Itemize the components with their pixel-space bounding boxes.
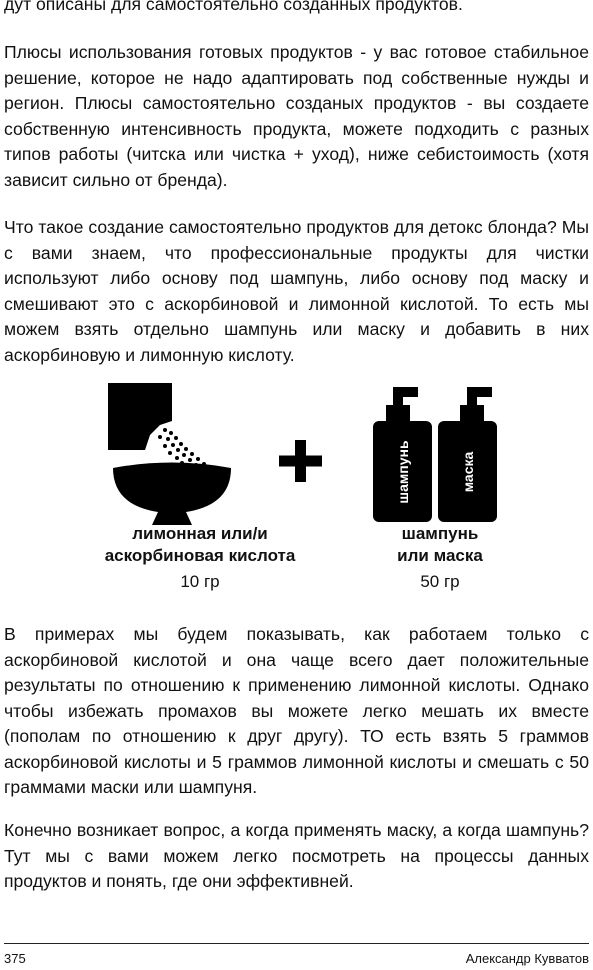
acid-caption: [80, 523, 320, 593]
footer-divider: [4, 943, 589, 944]
mixing-illustration: [0, 375, 593, 600]
bottles-icon: [373, 387, 497, 522]
plus-icon: [279, 440, 322, 482]
mask-bottle-label: маска: [460, 451, 476, 493]
bowl-with-powder-icon: [108, 383, 231, 525]
paragraph-examples: В примерах мы будем показывать, как работаем только с аскорбиновой кислотой и она чаще всего дает положительные результаты по отношению к применению лимонной кислоты. Однако чтобы избежать промахов вы можете легко мешать их вместе (пополам по отношению к друг другу). ТО есть взять 5 граммов аскорбиновой кислоты и 5 граммов лимонной кислоты и смешать с 50 граммами маски или шампуня.: [4, 624, 589, 797]
author-name: Александр Кувватов: [465, 951, 589, 966]
shampoo-bottle-label: шампунь: [395, 440, 411, 504]
base-caption: [320, 523, 560, 593]
paragraph-detox-definition: Что такое создание самостоятельно продуктов для детокс блонда? Мы с вами знаем, что профессиональные продукты для чистки используют либо основу под шампунь, либо основу под маску и смешивают это с аскорбиновой и лимонной кислотой. То есть мы можем взять отдельно шампунь или маску и добавить в них аскорбиновую и лимонную кислоту.: [4, 217, 589, 365]
base-name-line2: или маска: [397, 546, 483, 565]
page-number: 375: [4, 951, 26, 966]
paragraph-pros: Плюсы использования готовых продуктов - у вас готовое стабильное решение, которое не надо адаптировать под собственные нужды и регион. Плюсы самостоятельно созданых продуктов - вы создаете собственную интенсивность продукта, можете подходить с разных типов работы (читска или чистка + уход), ниже себистоимость (хотя зависит сильно от бренда).: [4, 42, 589, 190]
base-name-line1: шампунь: [401, 524, 479, 543]
acid-name-line2: аскорбиновая кислота: [104, 546, 296, 565]
mask-bottle-icon: [438, 387, 497, 522]
mixing-illustration-graphic: [0, 375, 593, 525]
acid-name-line1: лимонная или/и: [132, 524, 268, 543]
shampoo-bottle-icon: [373, 387, 432, 522]
base-amount: 50 гр: [420, 572, 460, 591]
paragraph-continued: дут описаны для самостоятельно созданных продуктов.: [4, 0, 463, 14]
paragraph-question: Конечно возникает вопрос, а когда применять маску, а когда шампунь? Тут мы с вами можем легко посмотреть на процессы данных продуктов и понять, где они эффективней.: [4, 820, 589, 891]
acid-amount: 10 гр: [180, 572, 220, 591]
